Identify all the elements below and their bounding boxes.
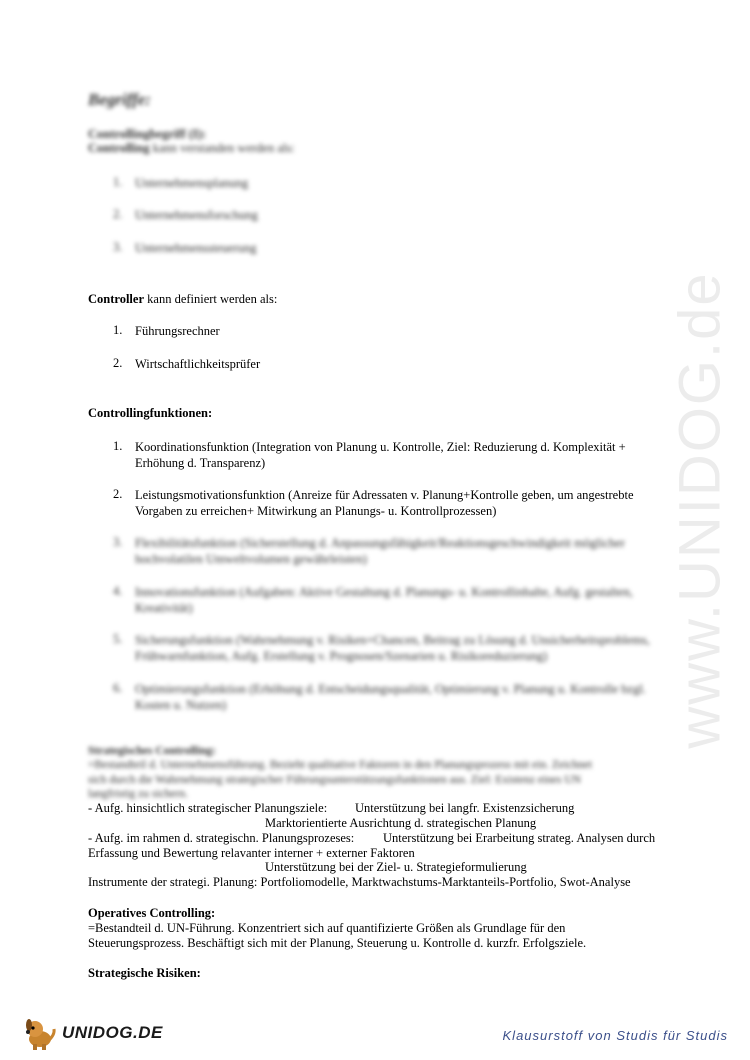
watermark	[640, 271, 750, 749]
risks-heading: Strategische Risiken:	[88, 966, 201, 980]
list-item-line1: Optimierungsfunktion (Erhöhung d. Entscheidungsqualität, Optimierung v. Planung u. Kontrolle bzgl.	[135, 682, 646, 696]
list-item-line2: Vorgaben zu erreichen+ Mitwirkung an Planungs- u. Kontrollprozessen)	[135, 504, 497, 518]
list-number: 5.	[113, 632, 123, 646]
strategic-line: - Aufg. hinsichtlich strategischer Planungsziele:	[88, 801, 328, 815]
strategic-line: Unterstützung bei Erarbeitung strateg. Analysen durch	[383, 831, 656, 845]
controller-definition	[88, 291, 277, 307]
list-item-line2: Kosten u. Nutzen)	[135, 698, 227, 712]
strategic-text: langfristig zu sichern.	[88, 788, 188, 800]
list-item: Wirtschaftlichkeitsprüfer	[135, 357, 261, 371]
controller-bold: Controller	[88, 292, 145, 306]
list-item-line2: hochvolatilen Umweltvolumen gewährleisten)	[135, 552, 367, 566]
list-item-line2: Kreativität)	[135, 601, 193, 615]
list-item-line1: Leistungsmotivationsfunktion (Anreize für Adressaten v. Planung+Kontrolle geben, um angestrebte	[135, 488, 634, 502]
operative-heading: Operatives Controlling:	[88, 906, 216, 920]
functions-heading: Controllingfunktionen:	[88, 406, 213, 420]
list-number: 1.	[113, 323, 123, 337]
intro-line	[88, 140, 295, 156]
list-item: Unternehmensforschung	[135, 208, 258, 222]
list-number: 2.	[113, 207, 123, 221]
list-number: 2.	[113, 356, 123, 370]
controller-rest: kann definiert werden als:	[144, 292, 278, 306]
watermark-text: www.UNIDOG.de	[667, 271, 733, 749]
operative-text: Steuerungsprozess. Beschäftigt sich mit der Planung, Steuerung u. Kontrolle d. kurzfr. Erfolgsziele.	[88, 936, 587, 950]
list-item: Unternehmensplanung	[135, 176, 249, 190]
intro-heading: Controllingbegriff (I):	[88, 127, 207, 141]
strategic-heading: Strategisches Controlling:	[88, 745, 216, 757]
list-number: 4.	[113, 584, 123, 598]
logo-text: UNIDOG.DE	[62, 1023, 163, 1042]
list-item-line1: Innovationsfunktion (Aufgaben: Aktive Gestaltung d. Planungs- u. Kontrollinhalte, Aufg. gestalten,	[135, 585, 633, 599]
list-number: 2.	[113, 487, 123, 501]
strategic-text: sich durch die Wahrnehmung strategischer Führungsunterstützungsfunktionen aus. Ziel: Existenz eines UN	[88, 774, 581, 786]
strategic-line: Unterstützung bei der Ziel- u. Strategieformulierung	[265, 860, 527, 874]
list-item-line1: Koordinationsfunktion (Integration von Planung u. Kontrolle, Ziel: Reduzierung d. Komplexität +	[135, 440, 626, 454]
dog-mascot-icon	[22, 1015, 58, 1051]
list-item: Führungsrechner	[135, 324, 220, 338]
list-item-line2: Erhöhung d. Transparenz)	[135, 456, 266, 470]
strategic-line: Instrumente der strategi. Planung: Portfoliomodelle, Marktwachstums-Marktanteils-Portfolio, Swot-Analyse	[88, 875, 631, 889]
strategic-text: =Bestandteil d. Unternehmensführung. Bezieht qualitative Faktoren in den Planungsprozess mit ein. Zeichnet	[88, 759, 593, 771]
intro-bold: Controlling	[88, 141, 150, 155]
list-number: 1.	[113, 439, 123, 453]
list-item-line1: Flexibilitätsfunktion (Sicherstellung d. Anpassungsfähigkeit/Reaktionsgeschwindigkeit möglicher	[135, 536, 625, 550]
list-item: Unternehmenssteuerung	[135, 241, 257, 255]
unidog-logo	[22, 1015, 163, 1051]
list-number: 3.	[113, 535, 123, 549]
list-number: 3.	[113, 240, 123, 254]
footer-tagline: Klausurstoff von Studis für Studis	[502, 1028, 728, 1043]
strategic-line: - Aufg. im rahmen d. strategischn. Planungsprozeses:	[88, 831, 355, 845]
intro-rest: kann verstanden werden als:	[149, 141, 295, 155]
section-title-begriffe: Begriffe:	[88, 90, 151, 109]
list-number: 6.	[113, 681, 123, 695]
list-item-line1: Sicherungsfunktion (Wahrnehmung v. Risiken+Chancen, Beitrag zu Lösung d. Unsicherheitsproblems,	[135, 633, 650, 647]
strategic-line: Unterstützung bei langfr. Existenzsicherung	[355, 801, 575, 815]
strategic-line: Erfassung und Bewertung relavanter interner + externer Faktoren	[88, 846, 415, 860]
list-item-line2: Frühwarnfunktion, Aufg. Erstellung v. Prognosen/Szenarien u. Risikoreduzierung)	[135, 649, 548, 663]
operative-text: =Bestandteil d. UN-Führung. Konzentriert sich auf quantifizierte Größen als Grundlage für den	[88, 921, 566, 935]
list-number: 1.	[113, 175, 123, 189]
strategic-line: Marktorientierte Ausrichtung d. strategischen Planung	[265, 816, 537, 830]
